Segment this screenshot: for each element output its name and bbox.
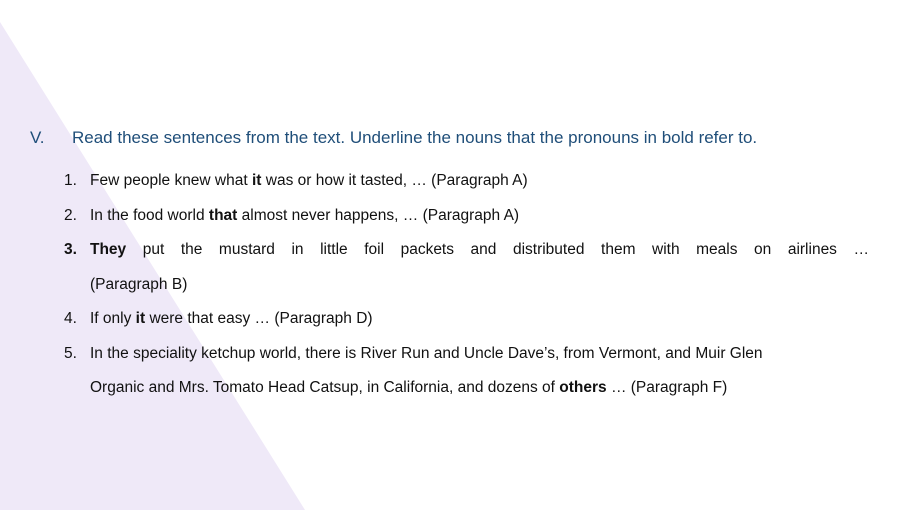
list-item	[64, 233, 869, 302]
list-item	[64, 337, 869, 406]
list-item	[64, 199, 869, 234]
item-line: They put the mustard in little foil packets and distributed them with meals on airlines …	[90, 241, 869, 258]
item-text: In the food world that almost never happens, … (Paragraph A)	[90, 206, 520, 224]
item-number: 4.	[64, 310, 77, 327]
item-text: If only it were that easy … (Paragraph D)	[90, 310, 373, 327]
item-number: 1.	[64, 172, 77, 189]
pronoun: others	[559, 379, 607, 396]
section-numeral: V.	[30, 128, 45, 147]
item-text	[90, 337, 869, 406]
item-text	[90, 233, 869, 302]
pronoun: it	[251, 172, 262, 189]
item-number: 5.	[64, 344, 77, 362]
instruction-text: Read these sentences from the text. Underline the nouns that the pronouns in bold refer to.	[72, 128, 758, 147]
item-line: In the speciality ketchup world, there is River Run and Uncle Dave’s, from Vermont, and Muir Glen	[90, 344, 763, 362]
exercise-heading	[30, 128, 757, 148]
sentence-list	[64, 164, 869, 406]
item-text: Few people knew what it was or how it tasted, … (Paragraph A)	[90, 172, 528, 189]
pronoun: that	[208, 206, 238, 224]
item-number: 2.	[64, 206, 77, 224]
list-item	[64, 164, 869, 199]
pronoun: it	[135, 310, 146, 327]
list-item	[64, 302, 869, 337]
item-line: Organic and Mrs. Tomato Head Catsup, in California, and dozens of others … (Paragraph F)	[90, 379, 728, 396]
pronoun: They	[90, 241, 127, 258]
item-line: (Paragraph B)	[90, 275, 188, 293]
item-number: 3.	[64, 241, 77, 258]
